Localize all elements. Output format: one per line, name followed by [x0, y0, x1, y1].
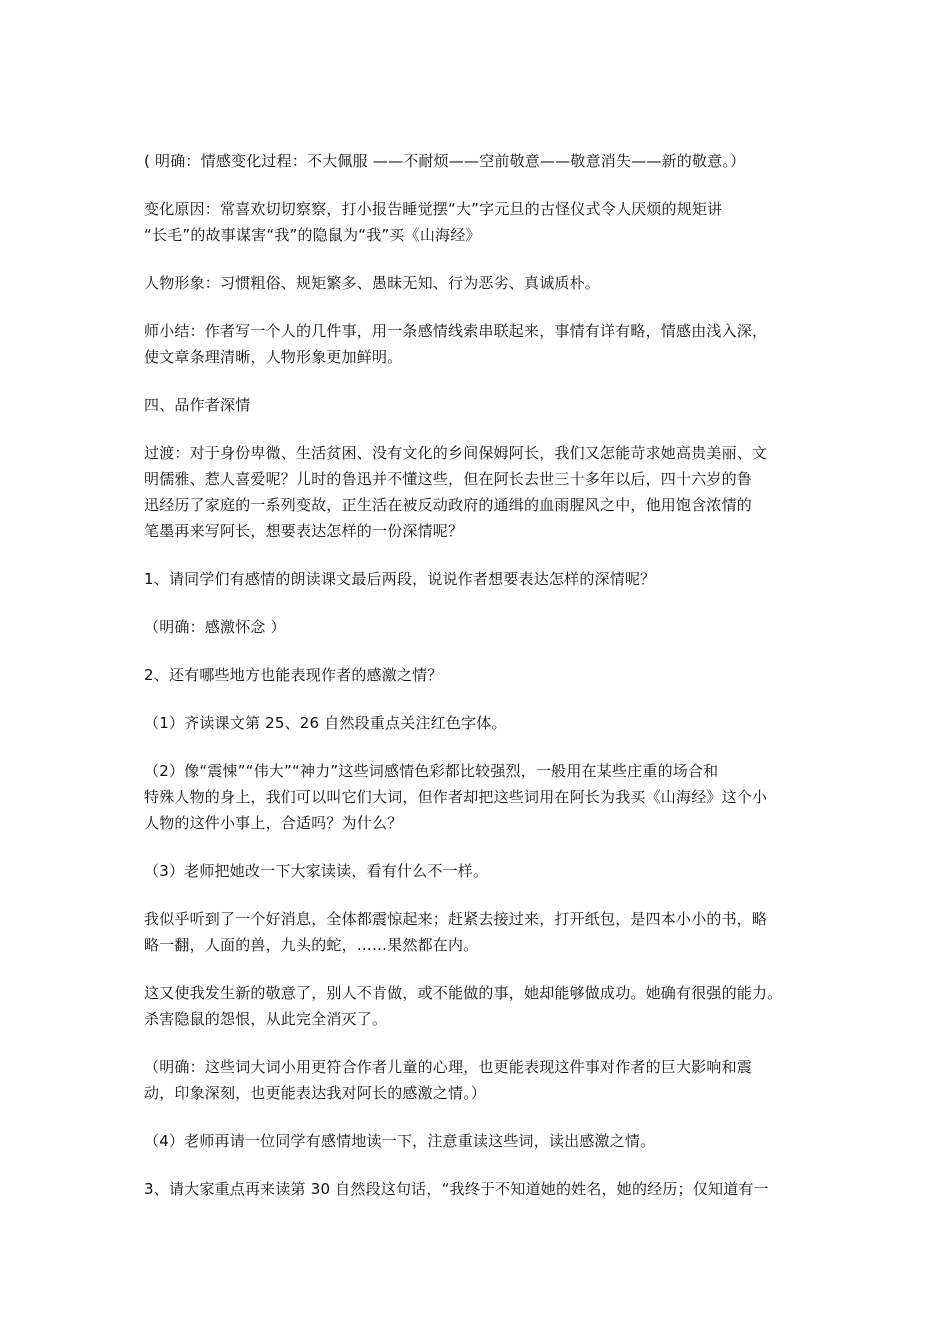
- paragraph-line: 四、品作者深情: [144, 396, 251, 414]
- paragraph-line: “长毛”的故事谋害“我”的隐鼠为“我”买《山海经》: [144, 226, 481, 244]
- paragraph-line: 笔墨再来写阿长，想要表达怎样的一份深情呢？: [144, 522, 464, 540]
- paragraph: [144, 614, 820, 640]
- paragraph: [144, 980, 820, 1032]
- paragraph-line: 明儒雅、惹人喜爱呢？儿时的鲁迅并不懂这些，但在阿长去世三十多年以后，四十六岁的鲁: [144, 470, 753, 488]
- paragraph-line: 2、还有哪些地方也能表现作者的感激之情？: [144, 666, 443, 684]
- paragraph: [144, 270, 820, 296]
- paragraph: [144, 1128, 820, 1154]
- paragraph: [144, 440, 820, 544]
- paragraph-line: 特殊人物的身上，我们可以叫它们大词，但作者却把这些词用在阿长为我买《山海经》这个小: [144, 788, 768, 806]
- paragraph: [144, 1176, 820, 1202]
- paragraph: [144, 392, 820, 418]
- paragraph: [144, 858, 820, 884]
- paragraph-line: 1、请同学们有感情的朗读课文最后两段，说说作者想要表达怎样的深情呢？: [144, 570, 656, 588]
- paragraph-line: 这又使我发生新的敬意了，别人不肯做，或不能做的事，她却能够做成功。她确有很强的能力。: [144, 984, 783, 1002]
- paragraph-line: （3）老师把她改一下大家读读，看有什么不一样。: [144, 862, 489, 880]
- paragraph: [144, 906, 820, 958]
- paragraph-line: 略一翻，人面的兽，九头的蛇，……果然都在内。: [144, 936, 479, 954]
- paragraph: [144, 710, 820, 736]
- paragraph-line: 人物形象：习惯粗俗、规矩繁多、愚昧无知、行为恶劣、真诚质朴。: [144, 274, 601, 292]
- paragraph: [144, 758, 820, 836]
- paragraph-line: 3、请大家重点再来读第 30 自然段这句话，“我终于不知道她的姓名，她的经历；仅知道有一: [144, 1180, 769, 1198]
- paragraph-line: 迅经历了家庭的一系列变故，正生活在被反动政府的通缉的血雨腥风之中，他用饱含浓情的: [144, 496, 753, 514]
- paragraph-line: 我似乎听到了一个好消息，全体都震惊起来；赶紧去接过来，打开纸包，是四本小小的书，略: [144, 910, 768, 928]
- paragraph: [144, 1054, 820, 1106]
- paragraph-line: （明确：感激怀念 ）: [144, 618, 286, 636]
- paragraph-line: （明确：这些词大词小用更符合作者儿童的心理，也更能表现这件事对作者的巨大影响和震: [144, 1058, 753, 1076]
- paragraph-line: 使文章条理清晰，人物形象更加鲜明。: [144, 348, 403, 366]
- paragraph-line: （4）老师再请一位同学有感情地读一下，注意重读这些词，读出感激之情。: [144, 1132, 656, 1150]
- paragraph-line: 动，印象深刻，也更能表达我对阿长的感激之情。）: [144, 1084, 487, 1102]
- paragraph: [144, 196, 820, 248]
- paragraph: [144, 566, 820, 592]
- paragraph-line: 过渡：对于身份卑微、生活贫困、没有文化的乡间保姆阿长，我们又怎能苛求她高贵美丽、文: [144, 444, 768, 462]
- paragraph-line: （1）齐读课文第 25、26 自然段重点关注红色字体。: [144, 714, 507, 732]
- paragraph: [144, 662, 820, 688]
- paragraph: [144, 318, 820, 370]
- paragraph-line: 变化原因：常喜欢切切察察，打小报告睡觉摆“大”字元旦的古怪仪式令人厌烦的规矩讲: [144, 200, 723, 218]
- document-body: [144, 148, 820, 1224]
- paragraph-line: 师小结：作者写一个人的几件事，用一条感情线索串联起来，事情有详有略，情感由浅入深，: [144, 322, 768, 340]
- paragraph: [144, 148, 820, 174]
- paragraph-line: ( 明确：情感变化过程：不大佩服 ——不耐烦——空前敬意——敬意消失——新的敬意。）: [144, 152, 746, 170]
- paragraph-line: 人物的这件小事上，合适吗？为什么？: [144, 814, 403, 832]
- paragraph-line: （2）像“震悚”“伟大”“神力”这些词感情色彩都比较强烈，一般用在某些庄重的场合和: [144, 762, 719, 780]
- paragraph-line: 杀害隐鼠的怨恨，从此完全消灭了。: [144, 1010, 388, 1028]
